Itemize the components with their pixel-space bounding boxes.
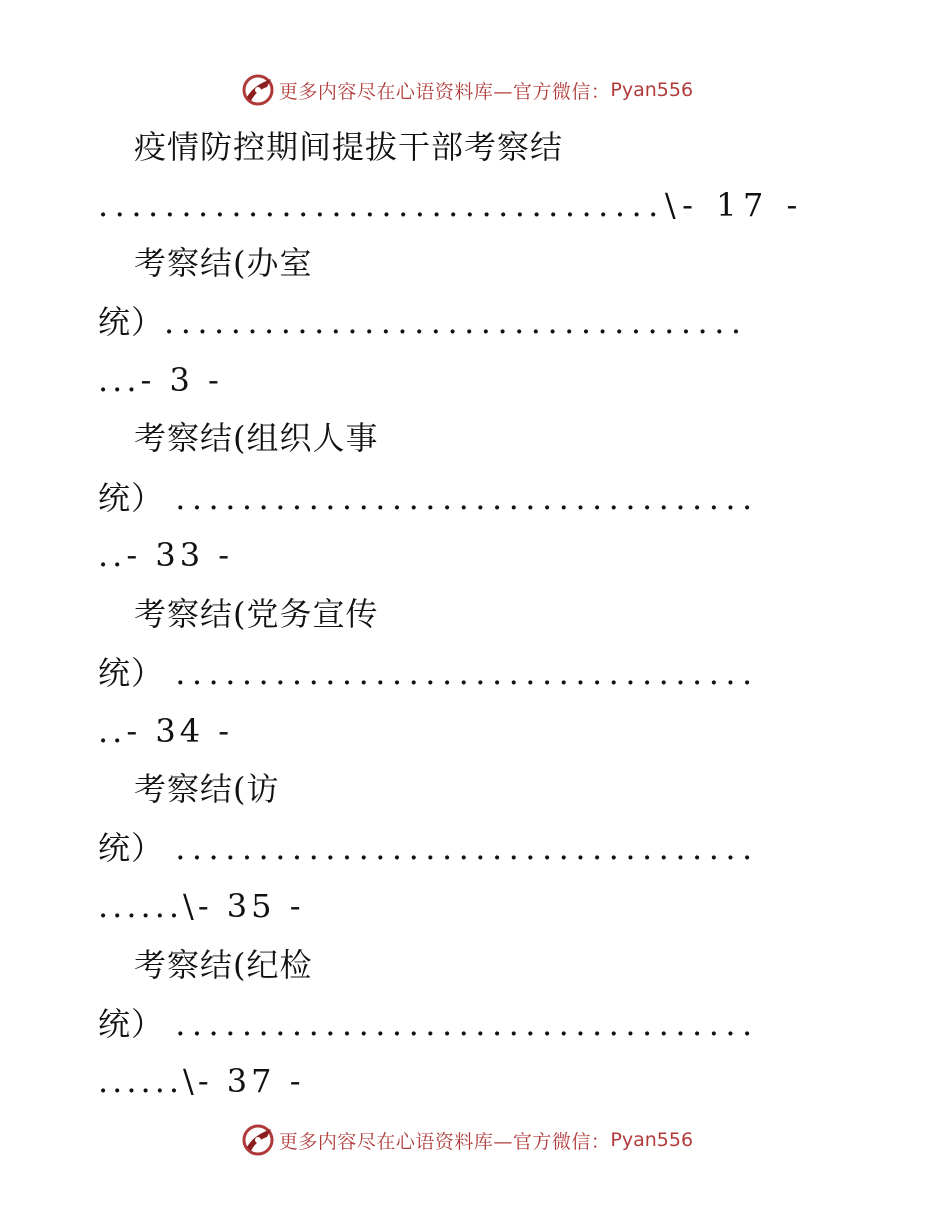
toc-entry-page: ......\- 35 - xyxy=(98,887,305,925)
watermark-text: 更多内容尽在心语资料库—官方微信： xyxy=(278,80,611,103)
toc-entry-continuation xyxy=(98,828,759,868)
watermark-group xyxy=(241,73,693,107)
toc-entry-page: ..- 33 - xyxy=(98,536,234,574)
toc-entry-dots: ................................... xyxy=(175,829,759,867)
pen-logo-icon xyxy=(241,1123,275,1157)
watermark-wechat-id: Pyan556 xyxy=(610,79,694,101)
toc-entry-continuation xyxy=(98,302,748,342)
toc-entry-cont-text: 统） xyxy=(98,654,165,692)
toc-entry-continuation xyxy=(98,653,759,693)
toc-entry-title: 考察结(组织人事 xyxy=(134,419,379,457)
toc-entry-title: 考察结(纪检 xyxy=(134,946,313,984)
watermark-wechat-id: Pyan556 xyxy=(610,1129,694,1151)
toc-entry-continuation xyxy=(98,478,759,518)
footer-watermark xyxy=(0,1120,950,1160)
toc-entry-cont-text: 统） xyxy=(98,479,165,517)
toc-entry-page: ......\- 37 - xyxy=(98,1062,305,1100)
toc-entry-dots: ................................... xyxy=(175,1005,759,1043)
watermark-text: 更多内容尽在心语资料库—官方微信： xyxy=(278,1130,611,1153)
toc-entry-leader: ..................................\- 17 - xyxy=(98,186,804,224)
toc-entry-dots: ................................... xyxy=(175,654,759,692)
pen-logo-icon xyxy=(241,73,275,107)
watermark-group xyxy=(241,1123,693,1157)
toc-entry-title: 考察结(访 xyxy=(134,770,280,808)
toc-entry-title: 疫情防控期间提拔干部考察结 xyxy=(134,128,564,166)
toc-entry-cont-text: 统） xyxy=(98,829,165,867)
toc-entry-title: 考察结(党务宣传 xyxy=(134,595,379,633)
toc-entry-dots: ................................... xyxy=(164,303,748,341)
toc-entry-dots: ................................... xyxy=(175,479,759,517)
toc-entry-page: ..- 34 - xyxy=(98,712,234,750)
toc-entry-continuation xyxy=(98,1004,759,1044)
header-watermark xyxy=(0,70,950,110)
toc-entry-cont-text: 统） xyxy=(98,1005,165,1043)
toc-entry-title: 考察结(办室 xyxy=(134,244,313,282)
toc-entry-cont-text: 统） xyxy=(98,303,165,341)
toc-entry-page: ...- 3 - xyxy=(98,361,223,399)
